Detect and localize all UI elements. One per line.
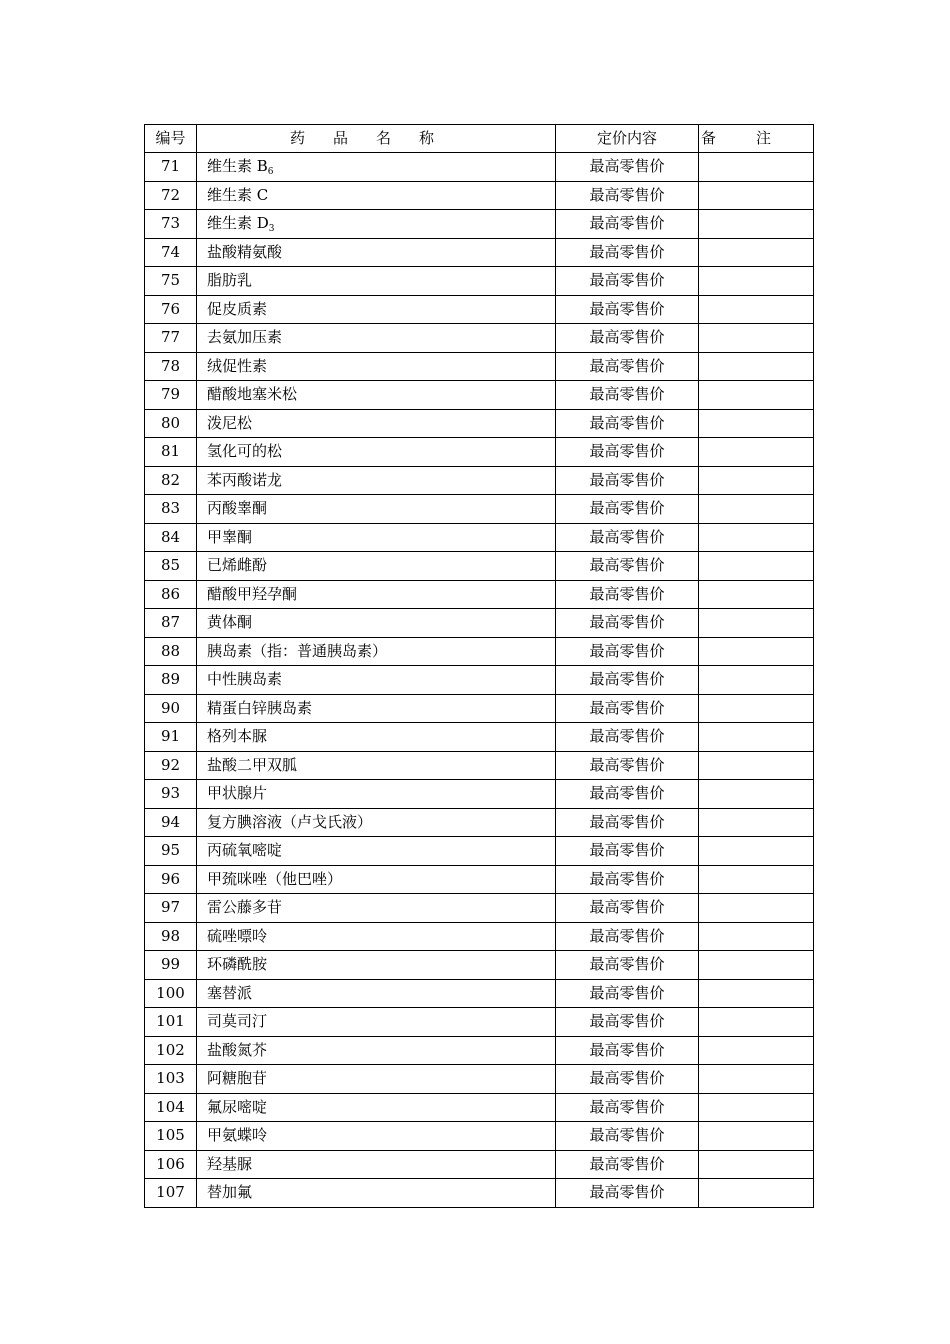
pricing-content: 最高零售价 (556, 210, 699, 239)
drug-name-cell (197, 381, 556, 410)
table-row (145, 1008, 814, 1037)
remarks (699, 295, 814, 324)
drug-name: 醋酸地塞米松 (207, 385, 298, 403)
row-number: 92 (145, 751, 197, 780)
drug-name-cell (197, 894, 556, 923)
table-row (145, 1093, 814, 1122)
pricing-content: 最高零售价 (556, 979, 699, 1008)
pricing-content: 最高零售价 (556, 1036, 699, 1065)
pricing-content: 最高零售价 (556, 865, 699, 894)
drug-name-cell (197, 780, 556, 809)
table-row (145, 865, 814, 894)
pricing-content: 最高零售价 (556, 637, 699, 666)
table-row (145, 1150, 814, 1179)
drug-name: 环磷酰胺 (207, 955, 268, 973)
table-row (145, 1122, 814, 1151)
drug-name-cell (197, 295, 556, 324)
pricing-content: 最高零售价 (556, 523, 699, 552)
drug-name-cell (197, 637, 556, 666)
table-row (145, 780, 814, 809)
table-row (145, 1179, 814, 1208)
drug-name-subscript: 3 (268, 224, 275, 234)
remarks (699, 409, 814, 438)
drug-name: 塞替派 (207, 983, 253, 1002)
row-number: 75 (145, 267, 197, 296)
remarks (699, 951, 814, 980)
remarks (699, 1065, 814, 1094)
row-number: 99 (145, 951, 197, 980)
table-row (145, 808, 814, 837)
drug-name: 绒促性素 (207, 356, 268, 375)
drug-name-cell (197, 666, 556, 695)
pricing-content: 最高零售价 (556, 1093, 699, 1122)
table-row (145, 352, 814, 381)
drug-name: 促皮质素 (207, 299, 268, 318)
remarks (699, 1150, 814, 1179)
table-row (145, 979, 814, 1008)
pricing-content: 最高零售价 (556, 609, 699, 638)
drug-name: 丙硫氧嘧啶 (207, 841, 283, 859)
row-number: 86 (145, 580, 197, 609)
table-row (145, 694, 814, 723)
row-number: 105 (145, 1122, 197, 1151)
row-number: 95 (145, 837, 197, 866)
drug-name: 氟尿嘧啶 (207, 1097, 268, 1116)
drug-name-cell (197, 267, 556, 296)
remarks (699, 865, 814, 894)
drug-name-cell (197, 694, 556, 723)
row-number: 84 (145, 523, 197, 552)
remarks (699, 523, 814, 552)
drug-name-cell (197, 1008, 556, 1037)
table-row (145, 495, 814, 524)
row-number: 93 (145, 780, 197, 809)
remarks (699, 153, 814, 182)
drug-name: 盐酸二甲双胍 (207, 755, 298, 774)
remarks (699, 694, 814, 723)
drug-name: 黄体酮 (207, 613, 253, 631)
drug-name-cell (197, 951, 556, 980)
drug-name: 苯丙酸诺龙 (207, 470, 283, 489)
remarks (699, 1122, 814, 1151)
row-number: 72 (145, 181, 197, 210)
drug-name: 羟基脲 (207, 1154, 253, 1173)
remarks (699, 979, 814, 1008)
remarks (699, 552, 814, 581)
table-row (145, 922, 814, 951)
pricing-content: 最高零售价 (556, 580, 699, 609)
row-number: 102 (145, 1036, 197, 1065)
drug-name-cell (197, 438, 556, 467)
drug-name-cell (197, 352, 556, 381)
remarks (699, 495, 814, 524)
row-number: 104 (145, 1093, 197, 1122)
row-number: 90 (145, 694, 197, 723)
table-row (145, 723, 814, 752)
drug-name: 氢化可的松 (207, 442, 283, 460)
drug-name: 复方腆溶液（卢戈氏液） (207, 812, 373, 831)
table-row (145, 837, 814, 866)
pricing-content: 最高零售价 (556, 238, 699, 267)
remarks (699, 609, 814, 638)
pricing-content: 最高零售价 (556, 324, 699, 353)
drug-name-cell (197, 153, 556, 182)
remarks (699, 894, 814, 923)
table-row (145, 438, 814, 467)
pricing-content: 最高零售价 (556, 951, 699, 980)
drug-name-cell (197, 1065, 556, 1094)
row-number: 78 (145, 352, 197, 381)
row-number: 83 (145, 495, 197, 524)
row-number: 101 (145, 1008, 197, 1037)
remarks (699, 181, 814, 210)
remarks (699, 808, 814, 837)
remarks (699, 1036, 814, 1065)
table-row (145, 295, 814, 324)
table-row (145, 580, 814, 609)
remarks (699, 1008, 814, 1037)
table-row (145, 210, 814, 239)
pricing-content: 最高零售价 (556, 153, 699, 182)
pricing-content: 最高零售价 (556, 495, 699, 524)
row-number: 79 (145, 381, 197, 410)
drug-name-cell (197, 523, 556, 552)
row-number: 107 (145, 1179, 197, 1208)
table-row (145, 181, 814, 210)
table-row (145, 637, 814, 666)
pricing-content: 最高零售价 (556, 1179, 699, 1208)
row-number: 80 (145, 409, 197, 438)
table-row (145, 267, 814, 296)
drug-name: 雷公藤多苷 (207, 898, 283, 916)
drug-name: 甲巯咪唑（他巴唑） (207, 869, 343, 888)
table-row (145, 523, 814, 552)
pricing-content: 最高零售价 (556, 922, 699, 951)
table-body (145, 153, 814, 1208)
header-pricing-content: 定价内容 (556, 125, 699, 153)
drug-name-cell (197, 466, 556, 495)
pricing-content: 最高零售价 (556, 808, 699, 837)
remarks (699, 1179, 814, 1208)
row-number: 82 (145, 466, 197, 495)
drug-name-cell (197, 837, 556, 866)
drug-name-cell (197, 552, 556, 581)
table-row (145, 894, 814, 923)
pricing-content: 最高零售价 (556, 409, 699, 438)
row-number: 71 (145, 153, 197, 182)
drug-name: 胰岛素（指：普通胰岛素） (207, 641, 388, 660)
drug-name: 维生素 B (207, 157, 268, 175)
drug-name: 脂肪乳 (207, 271, 253, 289)
remarks (699, 438, 814, 467)
drug-name: 替加氟 (207, 1183, 253, 1201)
pricing-content: 最高零售价 (556, 1150, 699, 1179)
drug-name: 司莫司汀 (207, 1012, 268, 1030)
row-number: 98 (145, 922, 197, 951)
drug-name-cell (197, 808, 556, 837)
table-row (145, 552, 814, 581)
remarks (699, 723, 814, 752)
drug-name: 中性胰岛素 (207, 670, 283, 688)
remarks (699, 210, 814, 239)
pricing-content: 最高零售价 (556, 438, 699, 467)
remarks (699, 238, 814, 267)
pricing-content: 最高零售价 (556, 466, 699, 495)
row-number: 94 (145, 808, 197, 837)
table-row (145, 666, 814, 695)
row-number: 87 (145, 609, 197, 638)
drug-name-cell (197, 609, 556, 638)
remarks (699, 352, 814, 381)
pricing-content: 最高零售价 (556, 295, 699, 324)
drug-name: 泼尼松 (207, 413, 253, 432)
row-number: 73 (145, 210, 197, 239)
pricing-content: 最高零售价 (556, 552, 699, 581)
drug-name: 维生素 C (207, 185, 269, 204)
drug-name-cell (197, 1093, 556, 1122)
drug-name: 硫唑嘌呤 (207, 926, 268, 945)
row-number: 81 (145, 438, 197, 467)
drug-name-cell (197, 324, 556, 353)
drug-name: 丙酸睾酮 (207, 499, 268, 517)
pricing-content: 最高零售价 (556, 837, 699, 866)
drug-name: 甲氨蝶呤 (207, 1126, 268, 1144)
pricing-content: 最高零售价 (556, 751, 699, 780)
drug-name: 格列本脲 (207, 727, 268, 745)
remarks (699, 381, 814, 410)
row-number: 91 (145, 723, 197, 752)
remarks (699, 666, 814, 695)
drug-name: 甲状腺片 (207, 784, 268, 802)
drug-name-cell (197, 1122, 556, 1151)
table-row (145, 1036, 814, 1065)
remarks (699, 780, 814, 809)
pricing-content: 最高零售价 (556, 723, 699, 752)
table-row (145, 238, 814, 267)
pricing-content: 最高零售价 (556, 381, 699, 410)
remarks (699, 324, 814, 353)
pricing-content: 最高零售价 (556, 181, 699, 210)
drug-name-cell (197, 495, 556, 524)
drug-name: 维生素 D (207, 214, 269, 232)
drug-name-cell (197, 751, 556, 780)
drug-name-cell (197, 865, 556, 894)
header-number: 编号 (145, 125, 197, 153)
drug-name: 阿糖胞苷 (207, 1069, 268, 1087)
row-number: 88 (145, 637, 197, 666)
pricing-content: 最高零售价 (556, 1008, 699, 1037)
remarks (699, 637, 814, 666)
drug-name: 醋酸甲羟孕酮 (207, 584, 298, 603)
table-row (145, 1065, 814, 1094)
drug-price-table (144, 124, 814, 1208)
pricing-content: 最高零售价 (556, 694, 699, 723)
remarks (699, 922, 814, 951)
table-row (145, 324, 814, 353)
drug-name: 甲睾酮 (207, 527, 253, 546)
row-number: 103 (145, 1065, 197, 1094)
table-row (145, 609, 814, 638)
pricing-content: 最高零售价 (556, 894, 699, 923)
pricing-content: 最高零售价 (556, 1122, 699, 1151)
row-number: 106 (145, 1150, 197, 1179)
drug-name: 盐酸氮芥 (207, 1040, 268, 1059)
pricing-content: 最高零售价 (556, 666, 699, 695)
remarks (699, 837, 814, 866)
table-row (145, 466, 814, 495)
drug-name: 精蛋白锌胰岛素 (207, 698, 313, 717)
pricing-content: 最高零售价 (556, 352, 699, 381)
row-number: 77 (145, 324, 197, 353)
pricing-content: 最高零售价 (556, 1065, 699, 1094)
row-number: 74 (145, 238, 197, 267)
table-row (145, 409, 814, 438)
pricing-content: 最高零售价 (556, 780, 699, 809)
drug-name-cell (197, 922, 556, 951)
pricing-content: 最高零售价 (556, 267, 699, 296)
table-row (145, 381, 814, 410)
drug-name-cell (197, 1150, 556, 1179)
remarks (699, 1093, 814, 1122)
remarks (699, 466, 814, 495)
drug-name-cell (197, 210, 556, 239)
drug-name: 去氨加压素 (207, 328, 283, 346)
drug-name: 盐酸精氨酸 (207, 242, 283, 261)
drug-name: 已烯雌酚 (207, 556, 268, 574)
drug-name-cell (197, 181, 556, 210)
drug-name-cell (197, 1036, 556, 1065)
header-remarks: 备注 (699, 125, 814, 153)
drug-name-cell (197, 580, 556, 609)
drug-name-cell (197, 979, 556, 1008)
drug-name-subscript: 6 (267, 167, 274, 177)
row-number: 100 (145, 979, 197, 1008)
header-drug-name: 药品名称 (197, 125, 556, 153)
table-row (145, 951, 814, 980)
table-row (145, 153, 814, 182)
table-header-row (145, 125, 814, 153)
row-number: 89 (145, 666, 197, 695)
row-number: 97 (145, 894, 197, 923)
remarks (699, 267, 814, 296)
drug-name-cell (197, 723, 556, 752)
row-number: 85 (145, 552, 197, 581)
remarks (699, 580, 814, 609)
drug-name-cell (197, 1179, 556, 1208)
drug-name-cell (197, 409, 556, 438)
table-row (145, 751, 814, 780)
row-number: 76 (145, 295, 197, 324)
remarks (699, 751, 814, 780)
drug-name-cell (197, 238, 556, 267)
row-number: 96 (145, 865, 197, 894)
